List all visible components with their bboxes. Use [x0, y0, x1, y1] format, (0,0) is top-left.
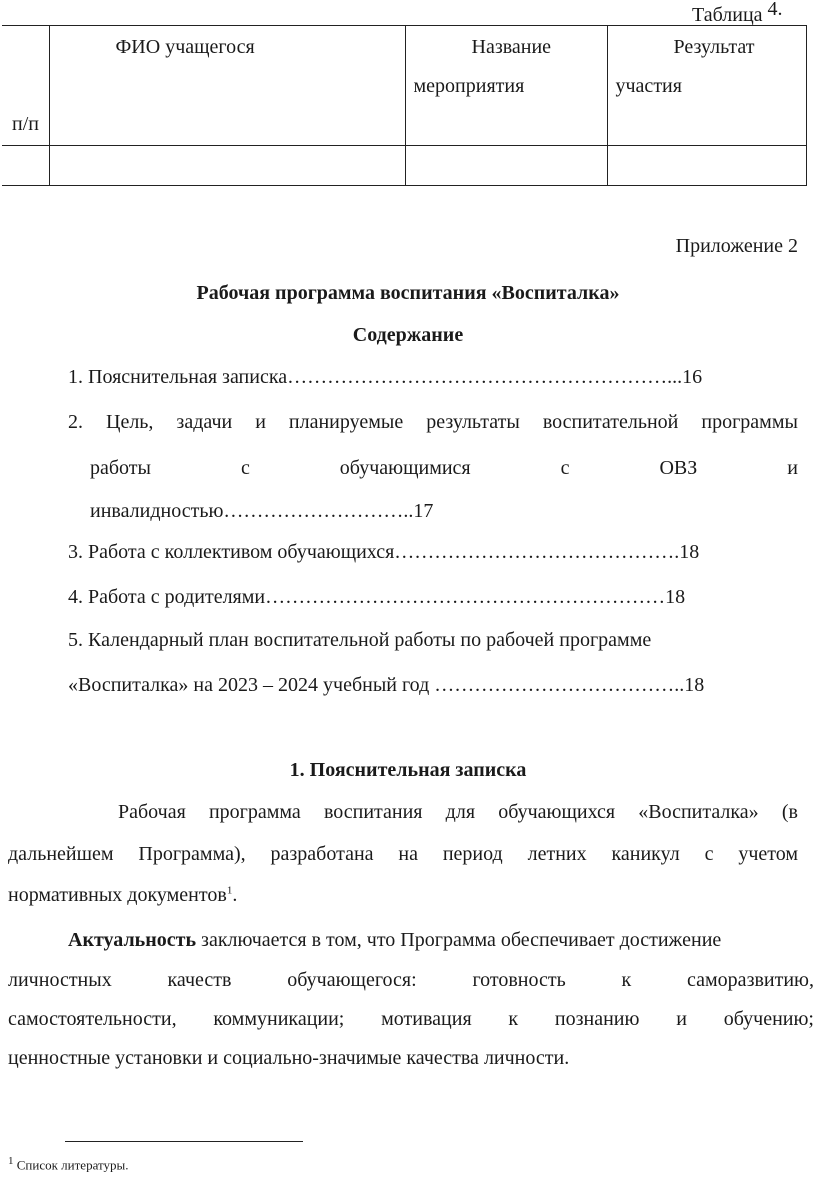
word: на [398, 843, 418, 865]
word: Цель, [106, 411, 154, 433]
word: с [240, 457, 250, 479]
actuality-term: Актуальность [68, 929, 197, 951]
word: программы [701, 411, 798, 433]
header-cell-result [607, 26, 806, 146]
paragraph-1-line-2 [8, 843, 798, 866]
word: мотивация [381, 1008, 472, 1030]
word: разработана [270, 843, 374, 865]
toc-item-2-line-3: инвалидностью………………………..17 [90, 500, 434, 522]
word: каникул [611, 843, 680, 865]
paragraph-1-line-3-text: нормативных документов [8, 884, 227, 906]
table-header-row [2, 26, 806, 146]
word: качеств [167, 969, 232, 991]
toc-item-2-line-1 [68, 411, 798, 434]
word: учетом [738, 843, 798, 865]
word: работы [90, 457, 151, 479]
toc-item-5-line-2: «Воспиталка» на 2023 – 2024 учебный год ………………………………..18 [68, 674, 705, 696]
toc-item-5-line-1: 5. Календарный план воспитательной работы по рабочей программе [68, 629, 652, 651]
word: программа [208, 801, 301, 823]
toc-item-2-line-2 [90, 457, 798, 480]
word: воспитательной [542, 411, 679, 433]
word: дальнейшем [8, 843, 114, 865]
paragraph-2-line-2 [8, 969, 814, 992]
appendix-label: Приложение 2 [675, 235, 798, 257]
word: обучающегося: [287, 969, 417, 991]
table-cell [405, 146, 607, 186]
paragraph-1-line-1 [118, 801, 798, 824]
word: задачи [176, 411, 233, 433]
word: период [442, 843, 503, 865]
footnote-divider [65, 1141, 303, 1142]
word: планируемые [288, 411, 404, 433]
table-cell [607, 146, 806, 186]
word: обучающихся [498, 801, 616, 823]
word: воспитания [323, 801, 423, 823]
header-result-line1: Результат [673, 36, 755, 58]
word: познанию [554, 1008, 640, 1030]
word: обучающимися [339, 457, 471, 479]
participants-table [2, 25, 807, 186]
word: личностных [8, 969, 112, 991]
footnote [8, 1155, 129, 1173]
header-num-text: п/п [12, 113, 39, 135]
word: Рабочая [118, 801, 186, 823]
section-heading: 1. Пояснительная записка [289, 759, 527, 781]
word: летних [527, 843, 587, 865]
word: готовность [472, 969, 566, 991]
word: и [255, 411, 266, 433]
word: с [560, 457, 570, 479]
word: обучению; [723, 1008, 814, 1030]
word: (в [781, 801, 798, 823]
word: с [704, 843, 714, 865]
table-caption-number: 4. [767, 0, 783, 20]
header-event-line1: Название [471, 36, 552, 58]
table-cell [2, 146, 49, 186]
toc-item-4: 4. Работа с родителями……………………………………………………18 [68, 586, 686, 608]
table-row [2, 146, 806, 186]
word: коммуникации; [213, 1008, 345, 1030]
word: саморазвитию, [687, 969, 814, 991]
toc-item-1: 1. Пояснительная записка…………………………………………………...16 [68, 366, 703, 388]
header-cell-fio [49, 26, 405, 146]
paragraph-1-line-3 [8, 884, 237, 907]
word: ОВЗ [659, 457, 698, 479]
paragraph-2-line-1-rest: заключается в том, что Программа обеспечивает достижение [196, 929, 722, 951]
header-cell-event [405, 26, 607, 146]
program-title: Рабочая программа воспитания «Воспиталка» [196, 282, 620, 304]
table-cell [49, 146, 405, 186]
paragraph-2-line-4: ценностные установки и социально-значимые качества личности. [8, 1047, 570, 1069]
footnote-marker: 1 [8, 1155, 14, 1167]
header-fio-text: ФИО учащегося [115, 36, 255, 58]
contents-heading: Содержание [352, 324, 464, 346]
header-result-line2: участия [615, 75, 682, 97]
paragraph-2-line-3 [8, 1008, 814, 1031]
word: Программа), [138, 843, 246, 865]
word: самостоятельности, [8, 1008, 177, 1030]
footnote-text: Список литературы. [13, 1157, 129, 1173]
word: и [676, 1008, 687, 1030]
word: к [621, 969, 632, 991]
table-caption-word: Таблица [692, 4, 763, 26]
toc-item-3: 3. Работа с коллективом обучающихся…………………………………….18 [68, 541, 700, 563]
word: для [445, 801, 476, 823]
paragraph-2-line-1 [68, 929, 721, 952]
word: 2. [68, 411, 83, 433]
table-caption [692, 0, 783, 27]
paragraph-1-end: . [232, 884, 238, 906]
word: и [787, 457, 798, 479]
header-cell-num [2, 26, 49, 146]
word: к [508, 1008, 519, 1030]
header-event-line2: мероприятия [413, 75, 525, 97]
footnote-reference: 1 [226, 884, 233, 897]
word: результаты [426, 411, 520, 433]
word: «Воспиталка» [638, 801, 759, 823]
